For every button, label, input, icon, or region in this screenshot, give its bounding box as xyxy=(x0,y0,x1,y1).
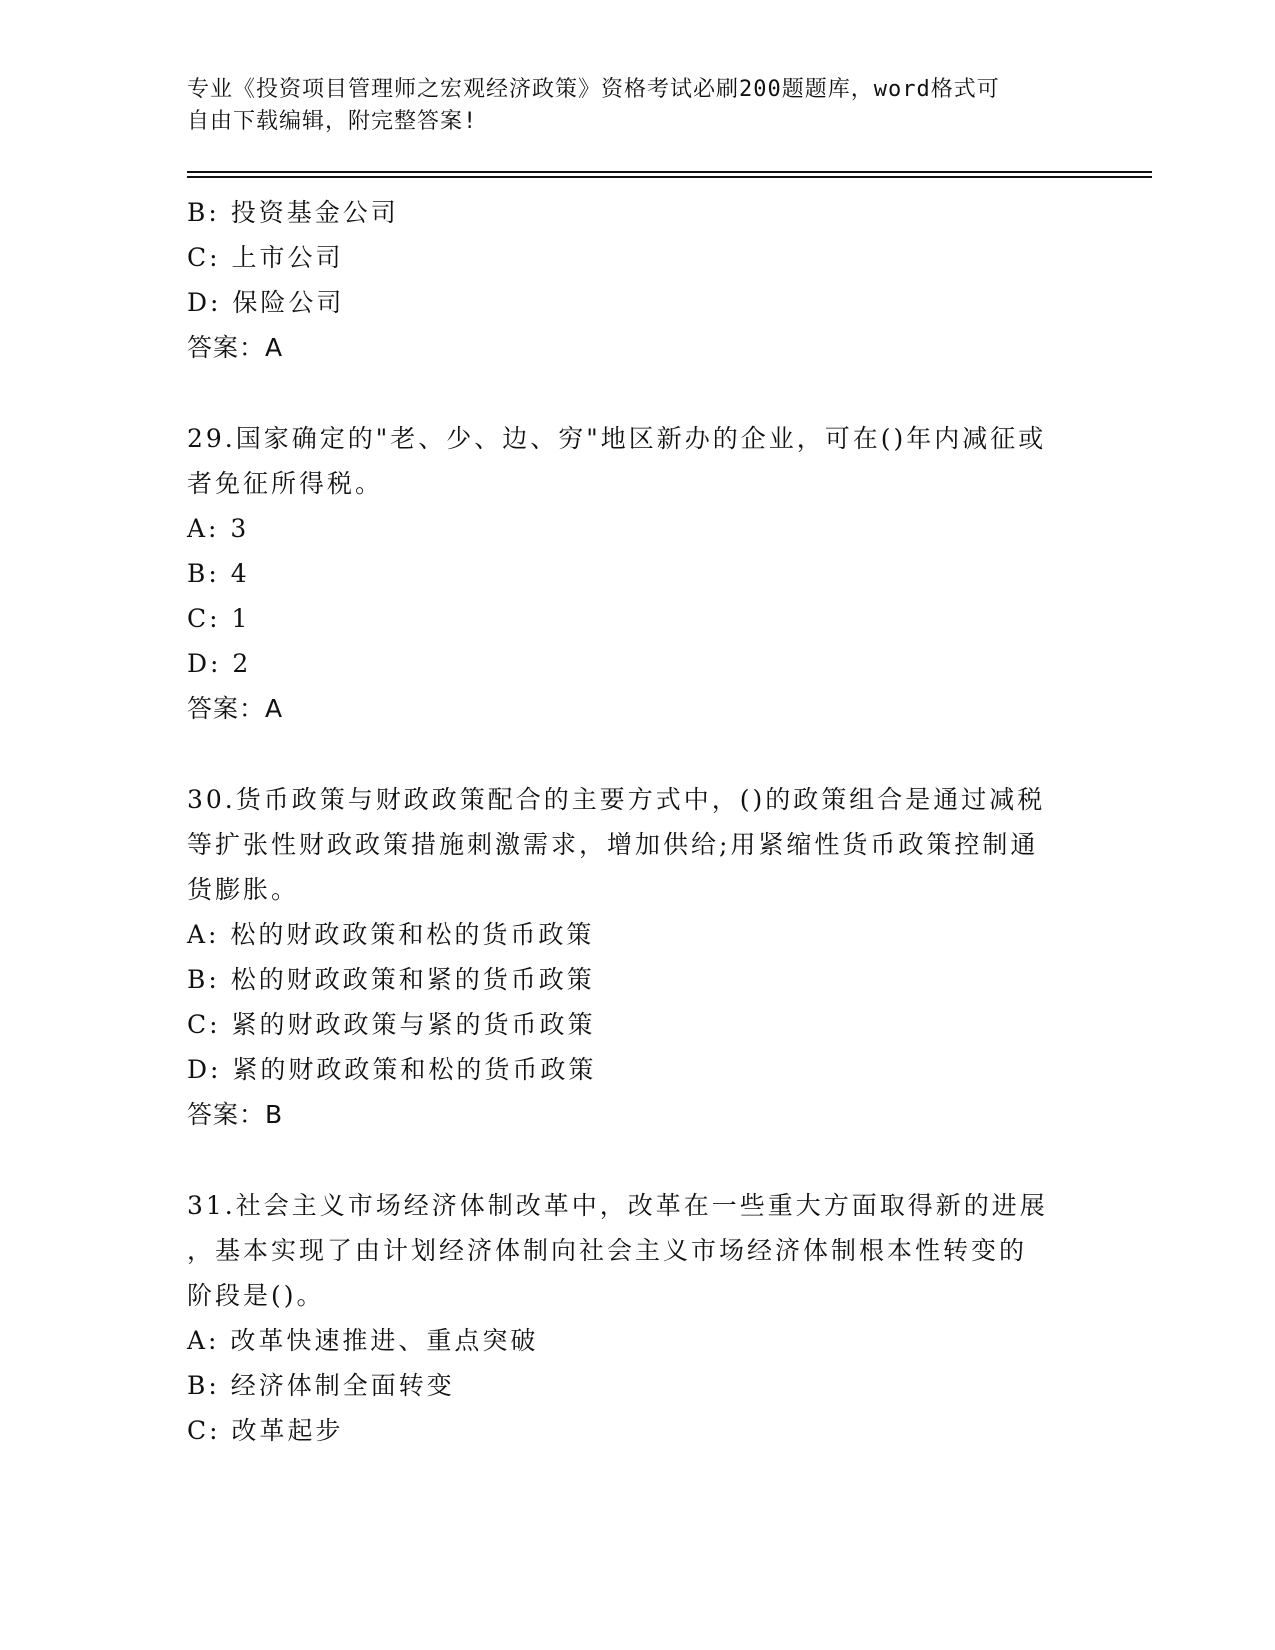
question-text-line: ，基本实现了由计划经济体制向社会主义市场经济体制根本性转变的 xyxy=(187,1236,1028,1265)
option-b: B: 4 xyxy=(187,559,250,588)
option-c: C: 改革起步 xyxy=(187,1416,344,1445)
question-text-line: 等扩张性财政政策措施刺激需求，增加供给;用紧缩性货币政策控制通 xyxy=(187,830,1039,859)
option-d: D: 2 xyxy=(187,649,252,678)
option-c: C: 紧的财政政策与紧的货币政策 xyxy=(187,1010,596,1039)
answer: 答案：A xyxy=(187,333,284,362)
question-31 xyxy=(187,1183,1087,1453)
header-rule-top xyxy=(187,171,1152,173)
option-a: A: 松的财政政策和松的货币政策 xyxy=(187,920,595,949)
option-b: B: 经济体制全面转变 xyxy=(187,1371,455,1400)
document-header xyxy=(187,74,1067,138)
question-text-line: 阶段是()。 xyxy=(187,1281,325,1310)
option-c: C: 上市公司 xyxy=(187,243,344,272)
question-content xyxy=(187,190,1087,1453)
option-d: D: 紧的财政政策和松的货币政策 xyxy=(187,1055,597,1084)
option-a: A: 改革快速推进、重点突破 xyxy=(187,1326,539,1355)
question-28-tail xyxy=(187,190,1087,370)
spacer xyxy=(187,731,1087,777)
question-text-line: 30.货币政策与财政政策配合的主要方式中，()的政策组合是通过减税 xyxy=(187,785,1046,814)
option-a: A: 3 xyxy=(187,514,250,543)
answer: 答案：B xyxy=(187,1100,284,1129)
option-c: C: 1 xyxy=(187,604,251,633)
question-text-line: 货膨胀。 xyxy=(187,875,300,904)
option-d: D: 保险公司 xyxy=(187,288,345,317)
question-text-line: 29.国家确定的"老、少、边、穷"地区新办的企业，可在()年内减征或 xyxy=(187,424,1047,453)
spacer xyxy=(187,370,1087,416)
question-30 xyxy=(187,777,1087,1137)
header-line-1: 专业《投资项目管理师之宏观经济政策》资格考试必刷200题题库，word格式可 xyxy=(187,77,1000,102)
question-text-line: 31.社会主义市场经济体制改革中，改革在一些重大方面取得新的进展 xyxy=(187,1191,1048,1220)
header-rule-bottom xyxy=(187,176,1152,178)
header-line-2: 自由下载编辑，附完整答案! xyxy=(187,109,478,134)
question-text-line: 者免征所得税。 xyxy=(187,469,384,498)
spacer xyxy=(187,1137,1087,1183)
option-b: B: 松的财政政策和紧的货币政策 xyxy=(187,965,595,994)
question-29 xyxy=(187,416,1087,731)
option-b: B: 投资基金公司 xyxy=(187,198,399,227)
answer: 答案：A xyxy=(187,694,284,723)
